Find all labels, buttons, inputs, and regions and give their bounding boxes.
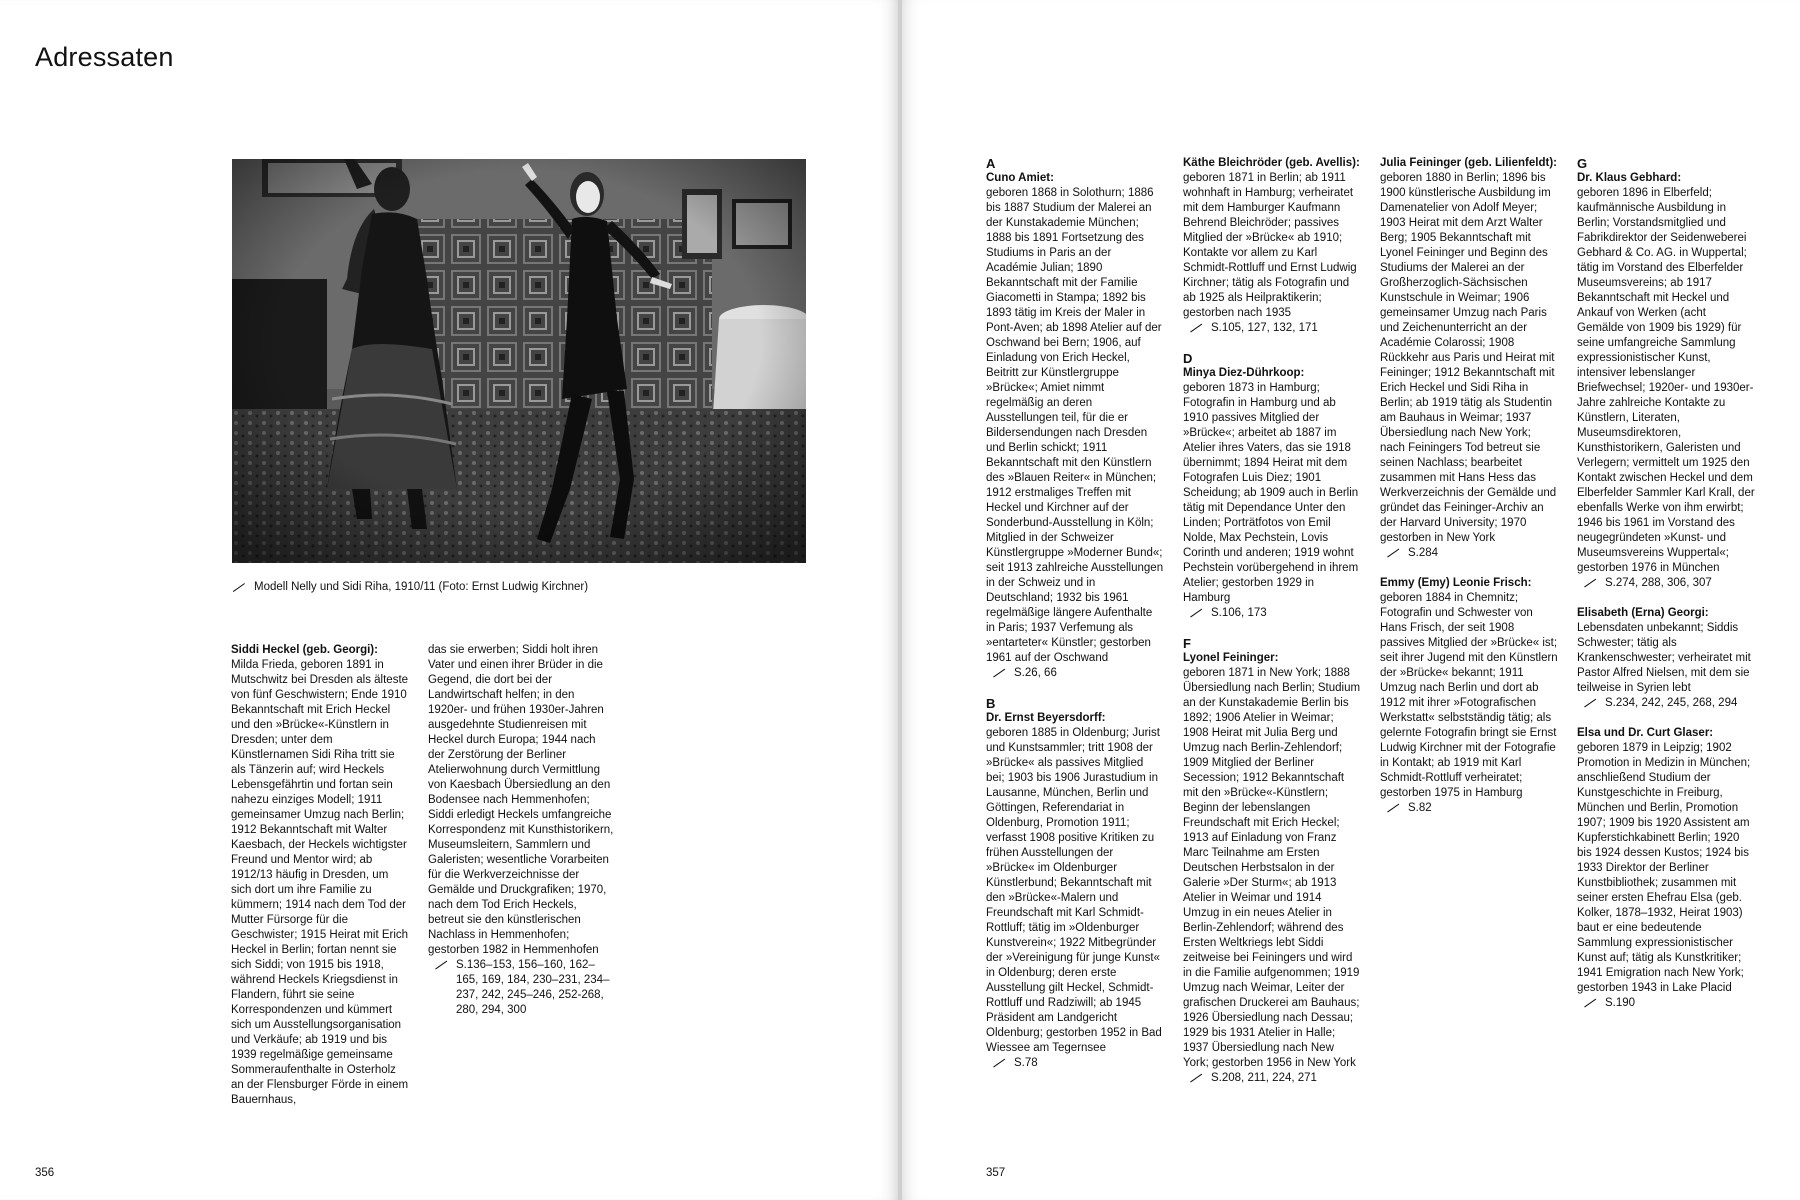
page-reference-list: S.284 bbox=[1408, 547, 1439, 559]
page-references bbox=[986, 666, 1164, 681]
page-reference-list: S.208, 211, 224, 271 bbox=[1211, 1072, 1317, 1084]
section-letter: F bbox=[1183, 636, 1191, 651]
index-entry bbox=[1380, 156, 1558, 561]
section-letter: B bbox=[986, 696, 996, 711]
entry-name: Emmy (Emy) Leonie Frisch: bbox=[1380, 577, 1532, 589]
index-entry bbox=[986, 711, 1164, 1071]
page-references bbox=[1183, 1071, 1361, 1086]
left-page bbox=[0, 0, 898, 1200]
index-entry bbox=[1183, 651, 1361, 1086]
entry-name: Käthe Bleichröder (geb. Avellis): bbox=[1183, 157, 1360, 169]
archival-photo bbox=[232, 159, 806, 563]
page-reference-list: S.105, 127, 132, 171 bbox=[1211, 322, 1318, 334]
entry-text: Lebensdaten unbekannt; Siddis Schwester; tätig als Krankenschwester; verheiratet mit Pastor Alfred Nielsen, mit dem sie teilweise in Syrien lebt bbox=[1577, 622, 1751, 694]
page-references bbox=[1577, 576, 1755, 591]
page-references bbox=[986, 1056, 1164, 1071]
entry-name: Lyonel Feininger: bbox=[1183, 652, 1279, 664]
page-reference-list: S.106, 173 bbox=[1211, 607, 1267, 619]
reference-slash-icon bbox=[993, 668, 1005, 677]
page-references bbox=[1577, 996, 1755, 1011]
index-entry bbox=[1183, 366, 1361, 621]
section-title: Adressaten bbox=[35, 42, 174, 72]
reference-slash-icon bbox=[233, 583, 245, 592]
entry-text: geboren 1871 in New York; 1888 Übersiedlung nach Berlin; Studium an der Kunstakademie Berlin bis 1892; 1906 Atelier in Weimar; 1908 Heirat mit Julia Berg und Umzug nach Berlin-Zehlendorf; 1909 Mitglied der Berliner Secession; 1912 Bekanntschaft mit den »Brücke«-Künstlern; Beginn der lebenslangen Freundschaft mit Erich Heckel; 1913 auf Einladung von Franz Marc Teilnahme am Ersten Deutschen Herbstsalon in der Galerie »Der Sturm«; ab 1913 Atelier in Weimar und 1914 Umzug in ein neues Atelier in Berlin-Zehlendorf; während des Ersten Weltkriegs lebt Siddi zeitweise bei Feiningers und wird in die Familie aufgenommen; 1919 Umzug nach Weimar, Leiter der grafischen Druckerei am Bauhaus; 1926 Übersiedlung nach Dessau; 1929 bis 1931 Atelier in Halle; 1937 Übersiedlung nach New York; gestorben 1956 in New York bbox=[1183, 667, 1361, 1069]
page-references bbox=[1577, 696, 1755, 711]
page-reference-list: S.82 bbox=[1408, 802, 1432, 814]
reference-slash-icon bbox=[1190, 323, 1202, 332]
reference-slash-icon bbox=[1584, 998, 1596, 1007]
index-column-2 bbox=[1183, 156, 1361, 1101]
entry-name: Elsa und Dr. Curt Glaser: bbox=[1577, 727, 1714, 739]
index-entry bbox=[1380, 576, 1558, 816]
entry-text: Milda Frieda, geboren 1891 in Mutschwitz bei Dresden als älteste von fünf Geschwistern; Ende 1910 Bekanntschaft mit Erich Heckel und den »Brücke«-Künstlern in Dresden; unter dem Künstlernamen Sidi Riha tritt sie als Tänzerin auf; wird Heckels Lebensgefährtin und fortan sein nahezu einziges Modell; 1911 gemeinsamer Umzug nach Berlin; 1912 Bekanntschaft mit Walter Kaesbach, der Heckels wichtigster Freund und Mentor wird; ab 1912/13 häufig in Dresden, um sich dort um ihre Familie zu kümmern; 1914 nach dem Tod der Mutter Fürsorge für die Geschwister; 1915 Heirat mit Erich Heckel in Berlin; fortan nennt sie sich Siddi; von 1915 bis 1918, während Heckels Kriegsdienst in Flandern, führt sie seine Korrespondenzen und kümmert sich um Ausstellungsorganisation und Verkäufe; ab 1919 und bis 1939 regelmäßige gemeinsame Sommeraufenthalte in Osterholz an der Flensburger Förde in einem Bauernhaus, bbox=[231, 659, 409, 1106]
entry-text: geboren 1880 in Berlin; 1896 bis 1900 künstlerische Ausbildung im Damenatelier von Adolf Meyer; 1903 Heirat mit dem Arzt Walter Berg; 1905 Bekanntschaft mit Lyonel Feininger und Beginn des Studiums der Malerei an der Großherzoglich-Sächsischen Kunstschule in Weimar; 1906 gemeinsamer Umzug nach Paris und Zeichenunterricht an der Académie Colarossi; 1908 Rückkehr aus Paris und Heirat mit Feininger; 1912 Bekanntschaft mit Erich Heckel und Sidi Riha in Berlin; ab 1919 tätig als Studentin am Bauhaus in Weimar; 1937 Übersiedlung nach New York; nach Feiningers Tod betreut sie seinen Nachlass; bearbeitet zusammen mit Hans Hess das Werkverzeichnis der Gemälde und gründet das Feininger-Archiv an der Harvard University; 1970 gestorben in New York bbox=[1380, 172, 1557, 544]
section-letter: A bbox=[986, 156, 996, 171]
page-reference-list: S.136–153, 156–160, 162–165, 169, 184, 230–231, 234–237, 242, 245–246, 252-268, 280, 294, 300 bbox=[456, 959, 610, 1016]
reference-slash-icon bbox=[1190, 1073, 1202, 1082]
page-references bbox=[1380, 801, 1558, 816]
page-references bbox=[1380, 546, 1558, 561]
page-reference-list: S.274, 288, 306, 307 bbox=[1605, 577, 1712, 589]
page-reference-list: S.234, 242, 245, 268, 294 bbox=[1605, 697, 1738, 709]
right-page bbox=[902, 0, 1800, 1200]
reference-slash-icon bbox=[1584, 698, 1596, 707]
page-number: 357 bbox=[986, 1167, 1006, 1179]
index-column-3 bbox=[1380, 156, 1558, 831]
reference-slash-icon bbox=[993, 1058, 1005, 1067]
entry-text: geboren 1879 in Leipzig; 1902 Promotion in Medizin in München; anschließend Studium der Kunstgeschichte in Freiburg, München und Berlin, Promotion 1907; 1909 bis 1920 Assistent am Kupferstichkabinett Berlin; 1920 bis 1924 dessen Kustos; 1924 bis 1933 Direktor der Berliner Kunstbibliothek; zusammen mit seiner ersten Ehefrau Elsa (geb. Kolker, 1878–1932, Heirat 1903) baut er eine bedeutende Sammlung expressionistischer Kunst auf; tätig als Kunstkritiker; 1941 Emigration nach New York; gestorben 1943 in Lake Placid bbox=[1577, 742, 1751, 994]
section-letter: D bbox=[1183, 351, 1193, 366]
entry-text: geboren 1885 in Oldenburg; Jurist und Kunstsammler; tritt 1908 der »Brücke« als passives Mitglied bei; 1903 bis 1906 Jurastudium in Lausanne, München, Berlin und Göttingen, Referendariat in Oldenburg, Promotion 1911; verfasst 1908 positive Kritiken zu frühen Ausstellungen der »Brücke« im Oldenburger Künstlerbund; Bekanntschaft mit den »Brücke«-Malern und Freundschaft mit Karl Schmidt-Rottluff; tätig im »Oldenburger Kunstverein«; 1922 Mitbegründer der »Vereinigung für junge Kunst« in Oldenburg; deren erste Ausstellung gilt Heckel, Schmidt-Rottluff und Radziwill; ab 1945 Präsident am Landgericht Oldenburg; gestorben 1952 in Bad Wiessee am Tegernsee bbox=[986, 727, 1162, 1054]
index-entry bbox=[1577, 726, 1755, 1011]
reference-slash-icon bbox=[1387, 548, 1399, 557]
index-column-1 bbox=[986, 156, 1164, 1086]
index-entry bbox=[1183, 156, 1361, 336]
entry-name: Siddi Heckel (geb. Georgi): bbox=[231, 644, 378, 656]
entry-name: Cuno Amiet: bbox=[986, 172, 1054, 184]
page-references bbox=[1183, 606, 1361, 621]
index-entry bbox=[986, 171, 1164, 681]
entry-text: geboren 1896 in Elberfeld; kaufmännische Ausbildung in Berlin; Vorstandsmitglied und Fabrikdirektor der Seidenweberei Gebhard & Co. AG. in Wuppertal; tätig im Vorstand des Elberfelder Museumsvereins; ab 1917 Bekanntschaft mit Heckel und Ankauf von Werken (acht Gemälde von 1909 bis 1929) für seine umfangreiche Sammlung expressionistischer Kunst, intensiver lebenslanger Briefwechsel; 1920er- und 1930er-Jahre zahlreiche Kontakte zu Künstlern, Literaten, Museumsdirektoren, Kunsthistorikern, Galeristen und Verlegern; vermittelt um 1925 den Kontakt zwischen Heckel und dem Elberfelder Sammler Karl Krall, der ebenfalls Werke von ihm erwirbt; 1946 bis 1961 im Vorstand des neugegründeten »Kunst- und Museumsvereins Wuppertal«; gestorben 1976 in München bbox=[1577, 187, 1755, 574]
photo-illustration bbox=[232, 159, 806, 563]
index-entry bbox=[1577, 171, 1755, 591]
page-references bbox=[1183, 321, 1361, 336]
entry-name: Elisabeth (Erna) Georgi: bbox=[1577, 607, 1709, 619]
page-reference-list: S.78 bbox=[1014, 1057, 1038, 1069]
entry-name: Julia Feininger (geb. Lilienfeldt): bbox=[1380, 157, 1557, 169]
entry-name: Minya Diez-Dührkoop: bbox=[1183, 367, 1305, 379]
page-number: 356 bbox=[35, 1167, 55, 1179]
index-entry bbox=[1577, 606, 1755, 711]
entry-text: geboren 1871 in Berlin; ab 1911 wohnhaft in Hamburg; verheiratet mit dem Hamburger Kaufmann Behrend Bleichröder; passives Mitglied der »Brücke« ab 1910; Kontakte vor allem zu Karl Schmidt-Rottluff und Ernst Ludwig Kirchner; tätig als Fotografin und ab 1925 als Heilpraktikerin; gestorben nach 1935 bbox=[1183, 172, 1357, 319]
photo-caption bbox=[232, 580, 588, 595]
index-column-4 bbox=[1577, 156, 1755, 1026]
page-reference-list: S.190 bbox=[1605, 997, 1636, 1009]
entry-text: geboren 1873 in Hamburg; Fotografin in Hamburg und ab 1910 passives Mitglied der »Brücke«; arbeitet ab 1887 im Atelier ihres Vaters, das sie 1918 übernimmt; 1894 Heirat mit dem Fotografen Luis Diez; 1901 Scheidung; ab 1909 auch in Berlin tätig mit Dependance Unter den Linden; Porträtfotos von Emil Nolde, Max Pechstein, Lovis Corinth und anderen; 1919 wohnt Pechstein vorübergehend in ihrem Atelier; gestorben 1929 in Hamburg bbox=[1183, 382, 1359, 604]
left-entry-column-2 bbox=[428, 643, 614, 1018]
left-entry-column-1 bbox=[231, 643, 409, 1108]
entry-text-continued: das sie erwerben; Siddi holt ihren Vater und einen ihrer Brüder in die Gegend, die dort bei der Landwirtschaft helfen; in den 1920er- und frühen 1930er-Jahren ausgedehnte Studienreisen mit Heckel durch Europa; 1944 nach der Zerstörung der Berliner Atelierwohnung durch Vermittlung von Kaesbach Übersiedlung an den Bodensee nach Hemmenhofen; Siddi erledigt Heckels umfangreiche Korrespondenz mit Kunsthistorikern, Museumsleitern, Sammlern und Galeristen; wesentliche Vorarbeiten für die Werkverzeichnisse der Gemälde und Druckgrafiken; 1970, nach dem Tod Erich Heckels, betreut sie den künstlerischen Nachlass in Hemmenhofen; gestorben 1982 in Hemmenhofen bbox=[428, 644, 614, 956]
photo-caption-text: Modell Nelly und Sidi Riha, 1910/11 (Foto: Ernst Ludwig Kirchner) bbox=[254, 581, 589, 593]
entry-text: geboren 1868 in Solothurn; 1886 bis 1887 Studium der Malerei an der Kunstakademie München; 1888 bis 1891 Fortsetzung des Studiums in Paris an der Académie Julian; 1890 Bekanntschaft mit der Familie Giacometti in Stampa; 1892 bis 1893 tätig im Kreis der Maler in Pont-Aven; ab 1898 Atelier auf der Oschwand bei Bern; 1906, auf Einladung von Erich Heckel, Beitritt zur Künstlergruppe »Brücke«; Amiet nimmt regelmäßig an deren Ausstellungen teil, für die er Bildersendungen nach Dresden und Berlin schickt; 1911 Bekanntschaft mit den Künstlern des »Blauen Reiter« in München; 1912 erstmaliges Treffen mit Heckel und Kirchner auf der Sonderbund-Ausstellung in Köln; Mitglied in der Schweizer Künstlergruppe »Moderner Bund«; seit 1913 zahlreiche Ausstellungen in der Schweiz und in Deutschland; 1932 bis 1961 regelmäßige längere Aufenthalte in Paris; 1937 Verfemung als »entarteter« Künstler; gestorben 1961 auf der Oschwand bbox=[986, 187, 1164, 664]
page-references bbox=[428, 958, 614, 1018]
entry-name: Dr. Klaus Gebhard: bbox=[1577, 172, 1682, 184]
reference-slash-icon bbox=[1190, 608, 1202, 617]
reference-slash-icon bbox=[435, 960, 447, 969]
page-reference-list: S.26, 66 bbox=[1014, 667, 1057, 679]
reference-slash-icon bbox=[1387, 803, 1399, 812]
entry-name: Dr. Ernst Beyersdorff: bbox=[986, 712, 1106, 724]
reference-slash-icon bbox=[1584, 578, 1596, 587]
entry-text: geboren 1884 in Chemnitz; Fotografin und Schwester von Hans Frisch, der seit 1908 passives Mitglied der »Brücke« ist; seit ihrer Jugend mit den Künstlern der »Brücke« bekannt; 1911 Umzug nach Berlin und dort ab 1912 mit ihrer »Fotografischen Werkstatt« selbstständig tätig; als gelernte Fotografin bringt sie Ernst Ludwig Kirchner mit der Fotografie in Kontakt; ab 1919 mit Karl Schmidt-Rottluff verheiratet; gestorben 1975 in Hamburg bbox=[1380, 592, 1558, 799]
section-letter: G bbox=[1577, 156, 1588, 171]
